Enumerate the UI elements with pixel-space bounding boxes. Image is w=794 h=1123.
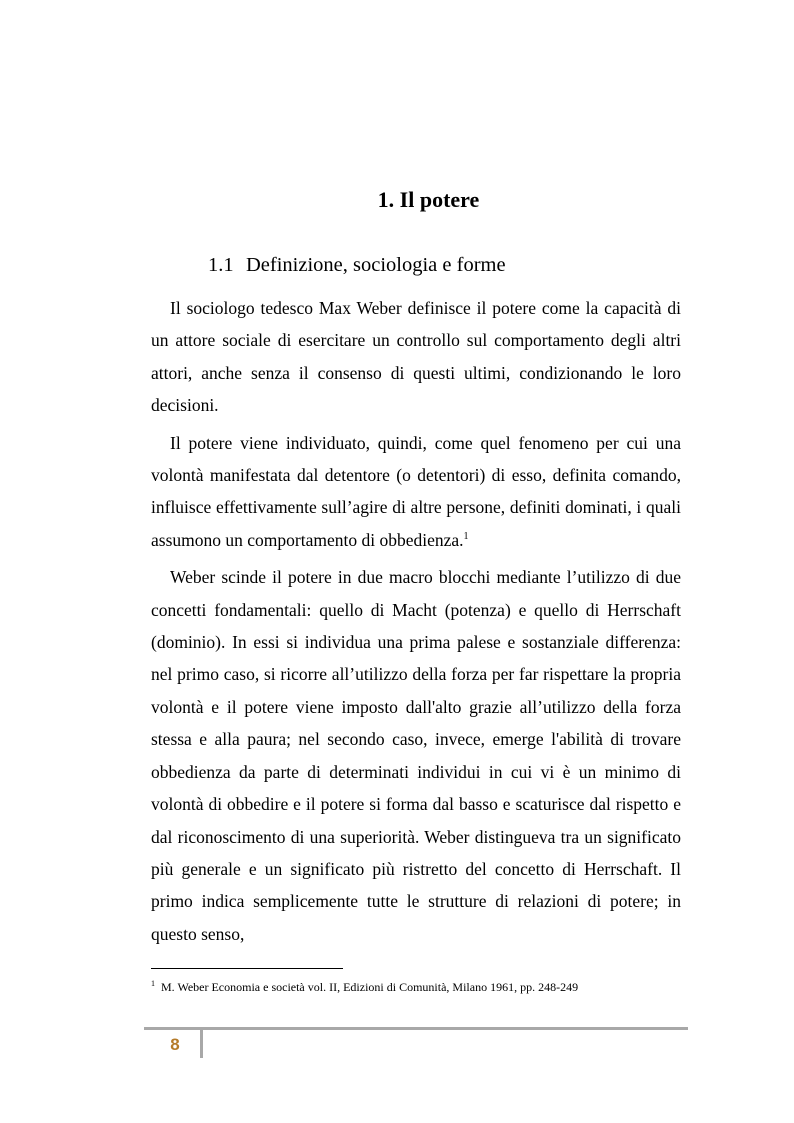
paragraph-text: Il potere viene individuato, quindi, come quel fenomeno per cui una volontà manifestata dal detentore (o detentori) di esso, definita comando, influisce effettivamente sull’agire di altre persone, definiti dominati, i quali assumono un comportamento di obbedienza. xyxy=(151,432,681,550)
footnote-text: M. Weber Economia e società vol. II, Edizioni di Comunità, Milano 1961, pp. 248-249 xyxy=(161,980,579,994)
footnote-marker: 1 xyxy=(151,979,155,988)
paragraph: Il sociologo tedesco Max Weber definisce il potere come la capacità di un attore sociale di esercitare un controllo sul comportamento degli altri attori, anche senza il consenso di questi ultimi, condizionando le loro decisioni. xyxy=(151,298,681,416)
body-text xyxy=(151,292,681,955)
page-number-divider xyxy=(200,1030,203,1058)
paragraph: Weber scinde il potere in due macro blocchi mediante l’utilizzo di due concetti fondamentali: quello di Macht (potenza) e quello di Herrschaft (dominio). In essi si individua una prima palese e sostanziale differenza: nel primo caso, si ricorre all’utilizzo della forza per far rispettare la propria volontà e il potere viene imposto dall'alto grazie all’utilizzo della forza stessa e alla paura; nel secondo caso, invece, emerge l'abilità di trovare obbedienza da parte di determinati individui in cui vi è un minimo di volontà di obbedire e il potere si forma dal basso e scaturisce dal rispetto e dal riconoscimento di una superiorità. Weber distingueva tra un significato più generale e un significato più ristretto del concetto di Herrschaft. Il primo indica semplicemente tutte le strutture di relazioni di potere; in questo senso, xyxy=(151,567,681,944)
chapter-title: 1. Il potere xyxy=(377,187,480,212)
section-number: 1.1 xyxy=(208,254,234,276)
paragraph xyxy=(151,427,681,557)
footnote-reference[interactable]: 1 xyxy=(463,531,469,543)
section-title: Definizione, sociologia e forme xyxy=(246,254,506,276)
section-heading xyxy=(208,252,506,278)
page-number: 8 xyxy=(170,1035,180,1054)
footnote xyxy=(151,976,578,995)
footnote-separator xyxy=(151,968,343,969)
footer-rule xyxy=(144,1027,688,1030)
